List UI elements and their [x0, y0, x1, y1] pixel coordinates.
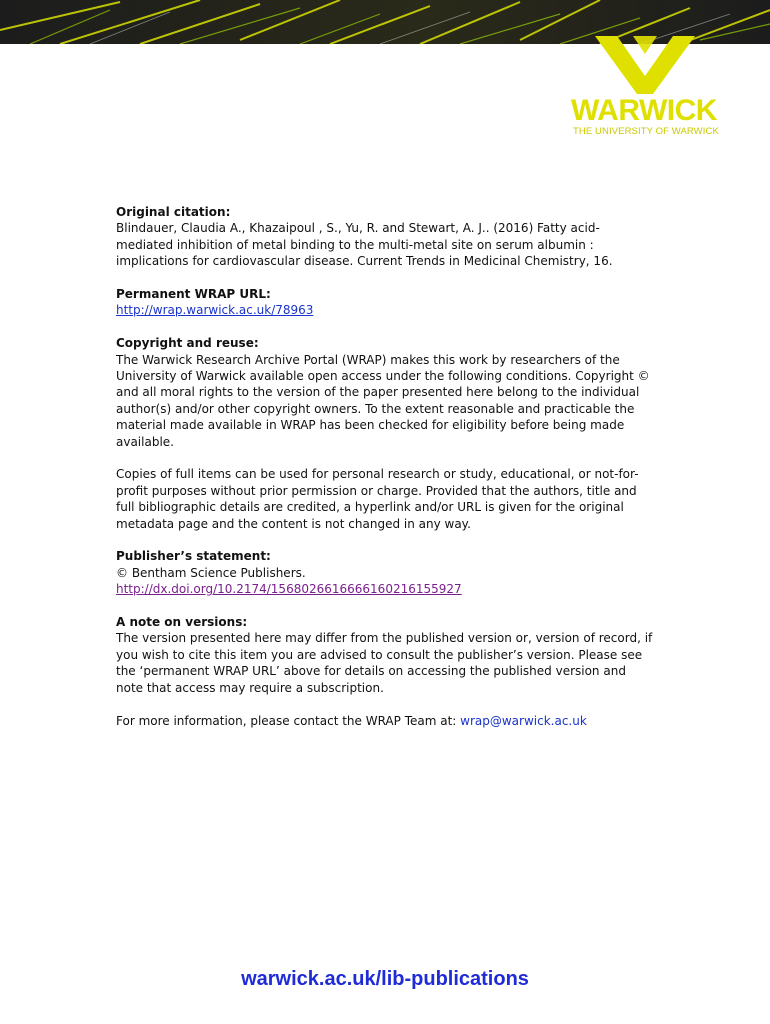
publisher-section	[116, 548, 656, 597]
publisher-heading: Publisher’s statement:	[116, 549, 271, 564]
original-citation-heading: Original citation:	[116, 205, 231, 219]
copies-section	[116, 466, 656, 532]
permanent-url-heading: Permanent WRAP URL:	[116, 287, 271, 302]
footer-publications-link[interactable]: warwick.ac.uk/lib-publications	[241, 968, 529, 990]
copyright-paragraph-1: The Warwick Research Archive Portal (WRAP) makes this work by researchers of the University of Warwick available open access under the following conditions. Copyright © and all moral rights to the version of the paper presented here belong to the individual author(s) and/or other copyright owners. To the extent reasonable and practicable the material made available in WRAP has been checked for eligibility before being made available.	[116, 352, 650, 449]
versions-text: The version presented here may differ from the published version or, version of record, if you wish to cite this item you are advised to consult the publisher’s version. Please see the ‘permanent WRAP URL’ above for details on accessing the published version and note that access may require a subscription.	[116, 631, 653, 695]
contact-section	[116, 713, 656, 729]
publisher-statement: © Bentham Science Publishers.	[116, 565, 306, 580]
original-citation-text: Blindauer, Claudia A., Khazaipoul , S., Yu, R. and Stewart, A. J.. (2016) Fatty acid-mediated inhibition of metal binding to the multi-metal site on serum albumin : implications for cardiovascular disease. Current Trends in Medicinal Chemistry, 16.	[116, 221, 613, 269]
versions-heading: A note on versions:	[116, 615, 248, 630]
contact-text: For more information, please contact the WRAP Team at:	[116, 713, 461, 728]
university-subtitle: THE UNIVERSITY OF WARWICK	[573, 126, 719, 137]
permanent-url-link[interactable]: http://wrap.warwick.ac.uk/78963	[116, 303, 314, 318]
original-citation-section	[116, 204, 656, 270]
warwick-logo-mark-icon	[595, 36, 695, 94]
versions-section	[116, 614, 656, 696]
copyright-section	[116, 335, 656, 450]
doi-link[interactable]: http://dx.doi.org/10.2174/1568026616666160216155927	[116, 582, 462, 597]
warwick-logo-text: WARWICK	[571, 94, 717, 127]
permanent-url-section	[116, 286, 656, 319]
copyright-paragraph-2: Copies of full items can be used for personal research or study, educational, or not-for-profit purposes without prior permission or charge. Provided that the authors, title and full bibliographic details are credited, a hyperlink and/or URL is given for the original metadata page and the content is not changed in any way.	[116, 467, 639, 531]
copyright-heading: Copyright and reuse:	[116, 336, 259, 351]
contact-email-link[interactable]: wrap@warwick.ac.uk	[460, 713, 587, 728]
cover-sheet-content	[116, 204, 656, 745]
